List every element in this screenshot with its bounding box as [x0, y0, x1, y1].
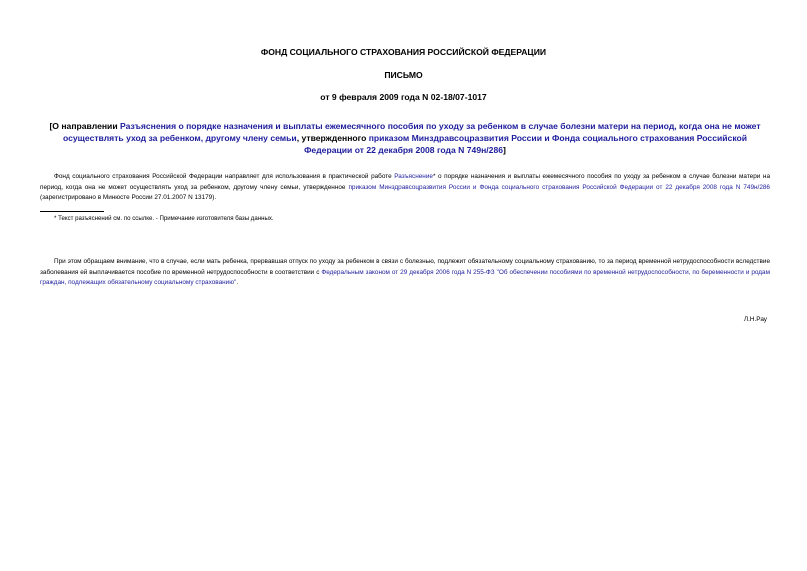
para1-text-2: * о порядке назначения и выплаты ежемесячного пособия по уходу за ребенком в случае болезни матери на период, когда она не может осуществлять уход за ребенком, другому члену семьи: [40, 173, 771, 191]
paragraph-note: [40, 257, 770, 289]
para1-text-3: , утвержденное: [298, 183, 349, 191]
org-title: ФОНД СОЦИАЛЬНОГО СТРАХОВАНИЯ РОССИЙСКОЙ ФЕДЕРАЦИИ: [260, 47, 547, 57]
para2-text-1: При этом обращаем внимание, что в случае, если мать ребенка, прервавшая отпуск по уходу за ребенком в связи с болезнью, подлежит обязательному социальному страхованию, то за период временной нетрудоспособности вследствие заболевания ей выплачивается пособие по временной нетрудоспособности в соответствии с: [40, 258, 770, 276]
doc-type: ПИСЬМО: [384, 70, 423, 80]
subject-link-clarification[interactable]: Разъяснения о порядке назначения и выплаты ежемесячного пособия по уходу за ребенком в случае болезни матери на период, когда она не может осуществлять уход за ребенком, другому члену семьи: [62, 121, 761, 143]
subject-mid: , утвержденного: [296, 133, 369, 143]
subject-close: ]: [503, 145, 506, 155]
para1-text-4: (зарегистрировано в Минюсте России 27.01.2007 N 13179).: [40, 194, 217, 202]
signature: Л.Н.Рау: [743, 316, 767, 323]
para1-link-clarification[interactable]: Разъяснение: [394, 173, 433, 180]
footnote-divider: [40, 211, 104, 212]
doc-date-number: от 9 февраля 2009 года N 02-18/07-1017: [320, 92, 487, 102]
paragraph-main: [40, 172, 770, 204]
subject-open: [О направлении: [49, 121, 121, 131]
para1-text-1: Фонд социального страхования Российской Федерации направляет для использования в практической работе: [54, 173, 395, 180]
para2-link-federal-law[interactable]: Федеральным законом от 29 декабря 2006 года N 255-ФЗ "Об обеспечении пособиями по временной нетрудоспособности, по беременности и родам граждан, подлежащих обязательному социальному страхованию": [40, 268, 770, 287]
footnote: * Текст разъяснений см. по ссылке. - Примечание изготовителя базы данных.: [54, 215, 274, 222]
para2-text-2: .: [236, 279, 239, 287]
subject-link-order[interactable]: приказом Минздравсоцразвития России и Фонда социального страхования Российской Федерации от 22 декабря 2008 года N 749н/286: [304, 133, 748, 155]
para1-link-order[interactable]: приказом Минздравсоцразвития России и Фонда социального страхования Российской Федерации от 22 декабря 2008 года N 749н/286: [348, 183, 770, 191]
document-subject: [40, 120, 770, 156]
